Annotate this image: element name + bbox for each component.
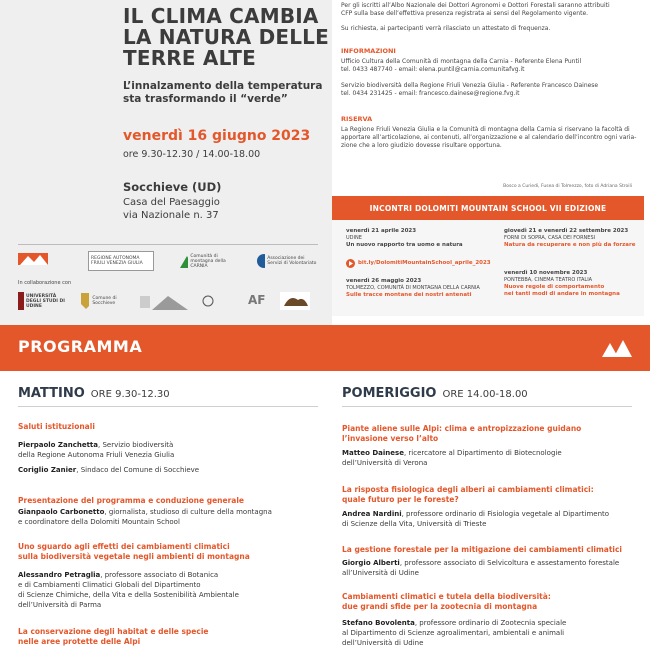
mountains-icon [602,337,632,357]
riserva-line: zione che a loro giudizio dovesse risultare opportuna. [341,142,502,149]
speaker-line: al Dipartimento di Scienze agroalimentari, ambientali e animali [342,629,565,637]
carnia-label: Comunità di montagna della CARNIA [190,253,226,269]
uniud-label: UNIVERSITÀ DEGLI STUDI DI UDINE [25,293,65,309]
programma-band [0,325,650,371]
logo-divider [18,244,318,245]
pomeriggio-label: POMERIGGIO [342,386,437,401]
association-label: Associazione dei Servizi di Volontariato [267,256,317,266]
session-title-line: Uno sguardo agli effetti dei cambiamenti climatici [18,542,230,551]
cfp-line: CFP sulla base dell’effettiva presenza registrata ai sensi del Regolamento vigente. [341,10,589,17]
mattino-hours: ORE 9.30-12.30 [90,389,170,400]
session-title-line: sulla biodiversità vegetale negli ambienti di montagna [18,552,250,561]
speaker-line: Coriglio Zanier, Sindaco del Comune di Socchieve [18,466,200,474]
speaker-line: e di Cambiamenti Climatici Globali del Dipartimento [18,581,201,589]
speaker-line: Gianpaolo Carbonetto, giornalista, studioso di culture della montagna [18,508,272,516]
uniud-logo [18,291,70,311]
event-place-line: Casa del Paesaggio [123,197,220,208]
speaker-name: Alessandro Petraglia [18,571,101,579]
comune-label: Comune di Socchieve [92,296,117,306]
event-title: Nuove regole di comportamento [504,284,605,290]
event-date: venerdì 26 maggio 2023 [346,278,422,284]
mattino-heading [18,386,170,401]
speaker [18,570,323,610]
speaker [18,440,323,460]
session-title-line: Saluti istituzionali [18,422,95,431]
pomeriggio-rule [342,406,632,407]
pomeriggio-heading [342,386,528,401]
speaker-name: Giorgio Alberti [342,559,400,567]
subtitle-line: sta trasformando il “verde” [123,93,288,105]
speaker-line: della Regione Autonoma Friuli Venezia Giulia [18,451,175,459]
session-title-line: nelle aree protette delle Alpi [18,637,141,646]
session-title-line: Cambiamenti climatici e tutela della biodiversità: [342,592,551,601]
event-title: nei tanti modi di andare in montagna [504,291,620,297]
speaker-name: Stefano Bovolenta [342,619,415,627]
event-card [346,278,480,299]
info-contact-1 [341,58,641,74]
info-line: Servizio biodiversità della Regione Friuli Venezia Giulia - Referente Francesco Dainese [341,82,599,89]
session-title [342,592,642,612]
info-line: tel. 0433 487740 - email: elena.puntil@carnia.comunitafvg.it [341,66,525,73]
session-title-line: quale futuro per le foreste? [342,495,459,504]
session-title-line: due grandi sfide per la zootecnia di montagna [342,602,538,611]
event-place: TOLMEZZO, COMUNITÀ DI MONTAGNA DELLA CARNIA [346,285,480,291]
association-icon [256,253,265,269]
event-card [346,228,463,249]
session-title [342,545,642,555]
speaker-line: Andrea Nardini, professore ordinario di Fisiologia vegetale al Dipartimento [342,510,610,518]
session-title-line: La conservazione degli habitat e delle specie [18,627,209,636]
speaker-line: e coordinatore della Dolomiti Mountain School [18,518,180,526]
speaker [342,618,642,648]
collaboration-label: In collaborazione con [18,280,72,286]
event-date: venerdì 10 novembre 2023 [504,270,588,276]
event-title: Natura da recuperare e non più da forzare [504,242,636,248]
incontri-heading: INCONTRI DOLOMITI MOUNTAIN SCHOOL VII EDIZIONE [332,196,644,220]
event-title: Un nuovo rapporto tra uomo e natura [346,242,463,248]
cfp-note [341,2,641,18]
attestato-note: Su richiesta, ai partecipanti verrà rilasciato un attestato di frequenza. [341,25,551,32]
event-card [504,270,620,298]
speaker-line: all’Università di Udine [342,569,419,577]
collaborator-logos-row [18,288,318,314]
event-place: UDINE [346,235,362,241]
event-place-title: Socchieve (UD) [123,180,222,194]
uniud-icon [18,292,24,310]
session-title [18,542,323,562]
speaker-name: Matteo Dainese [342,449,404,457]
speaker-line: di Scienze della Vita, Università di Trieste [342,520,487,528]
museo-logo [138,291,194,311]
speaker-line: Alessandro Petraglia, professore associato di Botanica [18,571,219,579]
museo-icon [138,292,194,310]
session-title [18,422,323,432]
speaker-line: Stefano Bovolenta, professore ordinario di Zootecnia speciale [342,619,567,627]
speaker-line: dell’Università di Verona [342,459,428,467]
hero-panel [0,0,332,325]
event-place-line: via Nazionale n. 37 [123,210,219,221]
event-link[interactable] [346,259,491,268]
event-subtitle [123,80,322,106]
session-title-line: Presentazione del programma e conduzione generale [18,496,244,505]
riserva-line: apportare all’articolazione, ai contenuti, all’organizzazione e al calendario dell’incontro ogni varia- [341,134,637,141]
mountain-school-icon [18,251,66,271]
association-logo [256,251,318,271]
subtitle-line: L’innalzamento della temperatura [123,80,323,92]
speaker [342,448,642,468]
photo-credit: Bosco a Curiedi, Fusea di Tolmezzo, foto di Adriana Stroili [503,184,632,189]
event-date: giovedì 21 e venerdì 22 settembre 2023 [504,228,629,234]
speaker-line: Pierpaolo Zanchetta, Servizio biodiversità [18,441,174,449]
session-title [18,627,323,647]
speaker [342,558,642,578]
comunita-carnia-logo [180,251,240,271]
speaker-line: dell’Università di Udine [342,639,424,647]
carnia-mountain-icon [180,254,188,268]
event-place: FORNI DI SOPRA, CASA DEI FORNESI [504,235,596,241]
riserva-line: La Regione Friuli Venezia Giulia e la Comunità di montagna della Carnia si riservano la facoltà di [341,126,630,133]
mountain-school-logo [18,251,66,271]
speaker-line: Giorgio Alberti, professore associato di Selvicoltura e assestamento forestale [342,559,620,567]
informazioni-heading: INFORMAZIONI [341,47,396,55]
eagle-icon [280,292,310,310]
programma-title: PROGRAMMA [18,337,143,356]
event-card [504,228,635,249]
session-title-line: Piante aliene sulle Alpi: clima e antropizzazione guidano [342,424,582,433]
info-contact-2 [341,82,641,98]
event-title: Sulle tracce montane dei nostri antenati [346,292,472,298]
cfp-line: Per gli iscritti all’Albo Nazionale dei Dottori Agronomi e Dottori Forestali saranno attribuiti [341,2,610,9]
event-date: venerdì 21 aprile 2023 [346,228,417,234]
riserva-text [341,126,641,150]
speaker-name: Gianpaolo Carbonetto [18,508,105,516]
speaker [342,509,642,529]
session-title-line: La risposta fisiologica degli alberi ai cambiamenti climatici: [342,485,594,494]
speaker [18,507,323,527]
speaker-name: Coriglio Zanier [18,466,77,474]
event-title [123,6,329,69]
ministero-logo [202,291,246,311]
mattino-label: MATTINO [18,386,85,401]
arrow-right-icon [346,259,355,268]
title-line: LA NATURA DELLE [123,25,329,49]
af-logo: AF [248,292,266,307]
session-title [18,496,323,506]
speaker-line: Matteo Dainese, ricercatore al Dipartimento di Biotecnologie [342,449,562,457]
event-date: venerdì 16 giugno 2023 [123,128,311,144]
pomeriggio-hours: ORE 14.00-18.00 [442,389,528,400]
partner-logos-row [18,251,318,273]
info-line: tel. 0434 231425 - email: francesco.dainese@regione.fvg.it [341,90,520,97]
event-hours: ore 9.30-12.30 / 14.00-18.00 [123,149,261,160]
mattino-rule [18,406,318,407]
title-line: IL CLIMA CAMBIA [123,4,319,28]
comune-crest-icon [80,292,89,310]
riserva-heading: RISERVA [341,115,373,123]
session-title-line: La gestione forestale per la mitigazione dei cambiamenti climatici [342,545,623,554]
speaker-line: di Scienze Chimiche, della Vita e della Sostenibilità Ambientale [18,591,239,599]
speaker-name: Andrea Nardini [342,510,402,518]
regione-fvg-logo: REGIONE AUTONOMA FRIULI VENEZIA GIULIA [88,251,154,271]
speaker-name: Pierpaolo Zanchetta [18,441,98,449]
ministero-emblem-icon [202,295,214,307]
event-place: PONTEBBA, CINEMA TEATRO ITALIA [504,277,593,283]
session-title [342,485,642,505]
comune-socchieve-logo [80,291,130,311]
speaker-line: dell’Università di Parma [18,601,102,609]
incontri-box [332,196,644,316]
info-line: Ufficio Cultura della Comunità di montagna della Carnia - Referente Elena Puntil [341,58,582,65]
title-line: TERRE ALTE [123,46,256,70]
event-link-text[interactable]: bit.ly/DolomitiMountainSchool_aprile_2023 [358,260,491,266]
session-title [342,424,642,444]
session-title-line: l’invasione verso l’alto [342,434,439,443]
speaker [18,465,323,475]
eagle-logo [280,291,314,311]
